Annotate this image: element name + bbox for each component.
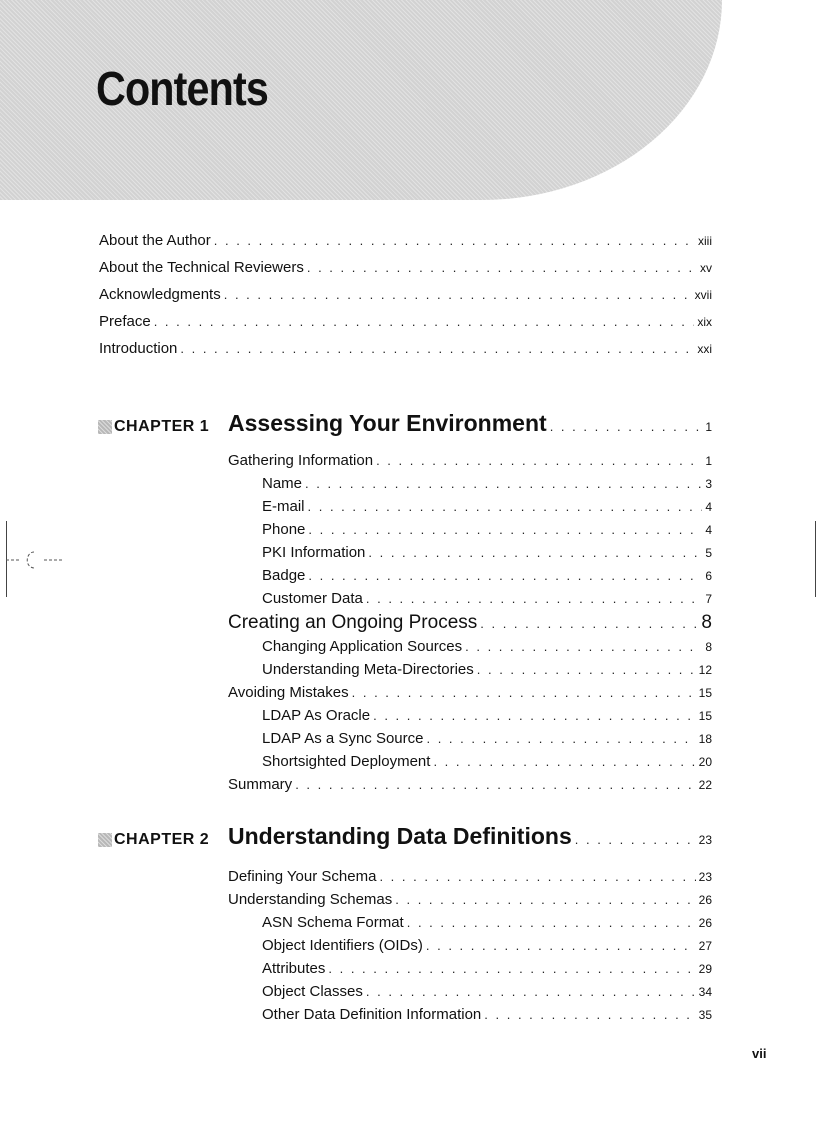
dot-leader (308, 522, 702, 537)
toc-entry-label: Other Data Definition Information (262, 1006, 482, 1023)
toc-entry-label: About the Technical Reviewers (99, 259, 304, 276)
toc-entry[interactable] (262, 544, 712, 561)
toc-entry-about-author[interactable] (99, 232, 712, 249)
toc-entry[interactable] (262, 960, 712, 977)
toc-entry-page: xix (697, 315, 712, 329)
dot-leader (154, 314, 695, 329)
toc-entry-page: 4 (705, 523, 712, 537)
toc-entry[interactable] (262, 475, 712, 492)
toc-entry-label: Avoiding Mistakes (228, 684, 349, 701)
dot-leader (308, 499, 703, 514)
toc-entry-label: Defining Your Schema (228, 868, 377, 885)
toc-entry-page: 26 (698, 893, 712, 907)
chapter-1-tag (98, 418, 209, 436)
toc-entry-acknowledgments[interactable] (99, 286, 712, 303)
toc-entry[interactable] (262, 661, 712, 678)
dot-leader (373, 708, 696, 723)
toc-entry-label: Object Identifiers (OIDs) (262, 937, 423, 954)
toc-entry-label: Summary (228, 776, 293, 793)
toc-entry-label: Name (262, 475, 303, 492)
toc-entry-page: 23 (698, 870, 712, 884)
toc-entry[interactable] (228, 891, 712, 908)
toc-entry[interactable] (262, 707, 712, 724)
toc-entry-page: 35 (698, 1008, 712, 1022)
toc-entry[interactable] (262, 983, 712, 1000)
toc-entry-page: 8 (705, 640, 712, 654)
toc-entry[interactable] (228, 452, 712, 469)
toc-entry[interactable] (262, 590, 712, 607)
toc-entry-label: Creating an Ongoing Process (228, 612, 478, 633)
toc-entry-page: 4 (705, 500, 712, 514)
toc-entry-label: Understanding Meta-Directories (262, 661, 474, 678)
toc-entry-page: 12 (698, 663, 712, 677)
toc-entry-page: 29 (698, 962, 712, 976)
toc-entry-label: Introduction (99, 340, 178, 357)
toc-entry-page: 1 (705, 454, 712, 468)
toc-entry[interactable] (228, 776, 712, 793)
toc-entry-label: Badge (262, 567, 306, 584)
toc-entry-label: Shortsighted Deployment (262, 753, 431, 770)
toc-entry-label: E-mail (262, 498, 305, 515)
dot-leader (550, 419, 703, 434)
toc-entry-label: LDAP As a Sync Source (262, 730, 424, 747)
toc-entry-label: LDAP As Oracle (262, 707, 371, 724)
toc-entry-label: Phone (262, 521, 306, 538)
toc-entry-page: 26 (698, 916, 712, 930)
toc-entry-page: 15 (698, 709, 712, 723)
chapter-marker-icon (98, 420, 112, 434)
dot-leader (575, 832, 696, 847)
toc-entry-label: ASN Schema Format (262, 914, 404, 931)
chapter-1-tag-label: CHAPTER 1 (114, 418, 210, 435)
dot-leader (480, 616, 698, 631)
toc-entry-page: 1 (705, 420, 712, 434)
toc-entry-label: Attributes (262, 960, 326, 977)
toc-entry-page: 23 (698, 833, 712, 847)
chapter-2-tag-label: CHAPTER 2 (114, 831, 210, 848)
toc-entry-page: xxi (697, 342, 712, 356)
toc-entry-page: 18 (698, 732, 712, 746)
toc-entry[interactable] (262, 937, 712, 954)
toc-entry-page: 3 (705, 477, 712, 491)
toc-entry[interactable] (228, 868, 712, 885)
toc-entry-page: xiii (698, 234, 712, 248)
toc-entry[interactable] (262, 567, 712, 584)
toc-entry-page: 8 (701, 612, 712, 633)
toc-entry-preface[interactable] (99, 313, 712, 330)
toc-entry-page: xvii (694, 288, 712, 302)
dot-leader (366, 984, 696, 999)
toc-entry[interactable] (262, 498, 712, 515)
toc-entry[interactable] (262, 914, 712, 931)
toc-entry-label: Customer Data (262, 590, 363, 607)
dot-leader (433, 754, 695, 769)
toc-entry-label: About the Author (99, 232, 211, 249)
toc-entry-label: Changing Application Sources (262, 638, 463, 655)
toc-entry-page: xv (700, 261, 712, 275)
dot-leader (180, 341, 694, 356)
dot-leader (305, 476, 702, 491)
dot-leader (465, 639, 702, 654)
toc-entry-page: 20 (698, 755, 712, 769)
toc-entry-page: 5 (705, 546, 712, 560)
dot-leader (308, 568, 702, 583)
dot-leader (368, 545, 702, 560)
toc-entry-label: Acknowledgments (99, 286, 221, 303)
page-number: vii (752, 1046, 767, 1061)
toc-entry-label: Object Classes (262, 983, 363, 1000)
toc-entry-about-reviewers[interactable] (99, 259, 712, 276)
dot-leader (328, 961, 695, 976)
dot-leader (379, 869, 695, 884)
chapter-2-tag (98, 831, 209, 849)
dot-leader (484, 1007, 695, 1022)
chapter-2-heading[interactable] (228, 823, 712, 850)
chapter-marker-icon (98, 833, 112, 847)
dot-leader (366, 591, 702, 606)
toc-entry[interactable] (262, 638, 712, 655)
toc-entry-introduction[interactable] (99, 340, 712, 357)
toc-entry-page: 15 (698, 686, 712, 700)
toc-entry[interactable] (262, 753, 712, 770)
toc-entry[interactable] (262, 1006, 712, 1023)
dot-leader (224, 287, 692, 302)
dot-leader (426, 938, 696, 953)
toc-entry-page: 7 (705, 592, 712, 606)
dot-leader (376, 453, 702, 468)
toc-entry-page: 34 (698, 985, 712, 999)
toc-entry-page: 22 (698, 778, 712, 792)
toc-entry[interactable] (228, 612, 712, 634)
registration-mark-icon (6, 549, 62, 571)
chapter-title: Understanding Data Definitions (228, 823, 572, 849)
dot-leader (295, 777, 695, 792)
toc-entry[interactable] (262, 521, 712, 538)
toc-entry-page: 27 (698, 939, 712, 953)
dot-leader (307, 260, 697, 275)
dot-leader (477, 662, 696, 677)
toc-entry-page: 6 (705, 569, 712, 583)
dot-leader (214, 233, 695, 248)
chapter-title: Assessing Your Environment (228, 410, 547, 436)
page-title: Contents (96, 63, 268, 116)
toc-entry-label: Gathering Information (228, 452, 374, 469)
toc-entry-label: Understanding Schemas (228, 891, 393, 908)
dot-leader (426, 731, 695, 746)
toc-entry-label: PKI Information (262, 544, 366, 561)
toc-entry[interactable] (262, 730, 712, 747)
dot-leader (407, 915, 696, 930)
chapter-1-heading[interactable] (228, 410, 712, 437)
toc-entry[interactable] (228, 684, 712, 701)
dot-leader (352, 685, 696, 700)
toc-entry-label: Preface (99, 313, 151, 330)
dot-leader (395, 892, 695, 907)
